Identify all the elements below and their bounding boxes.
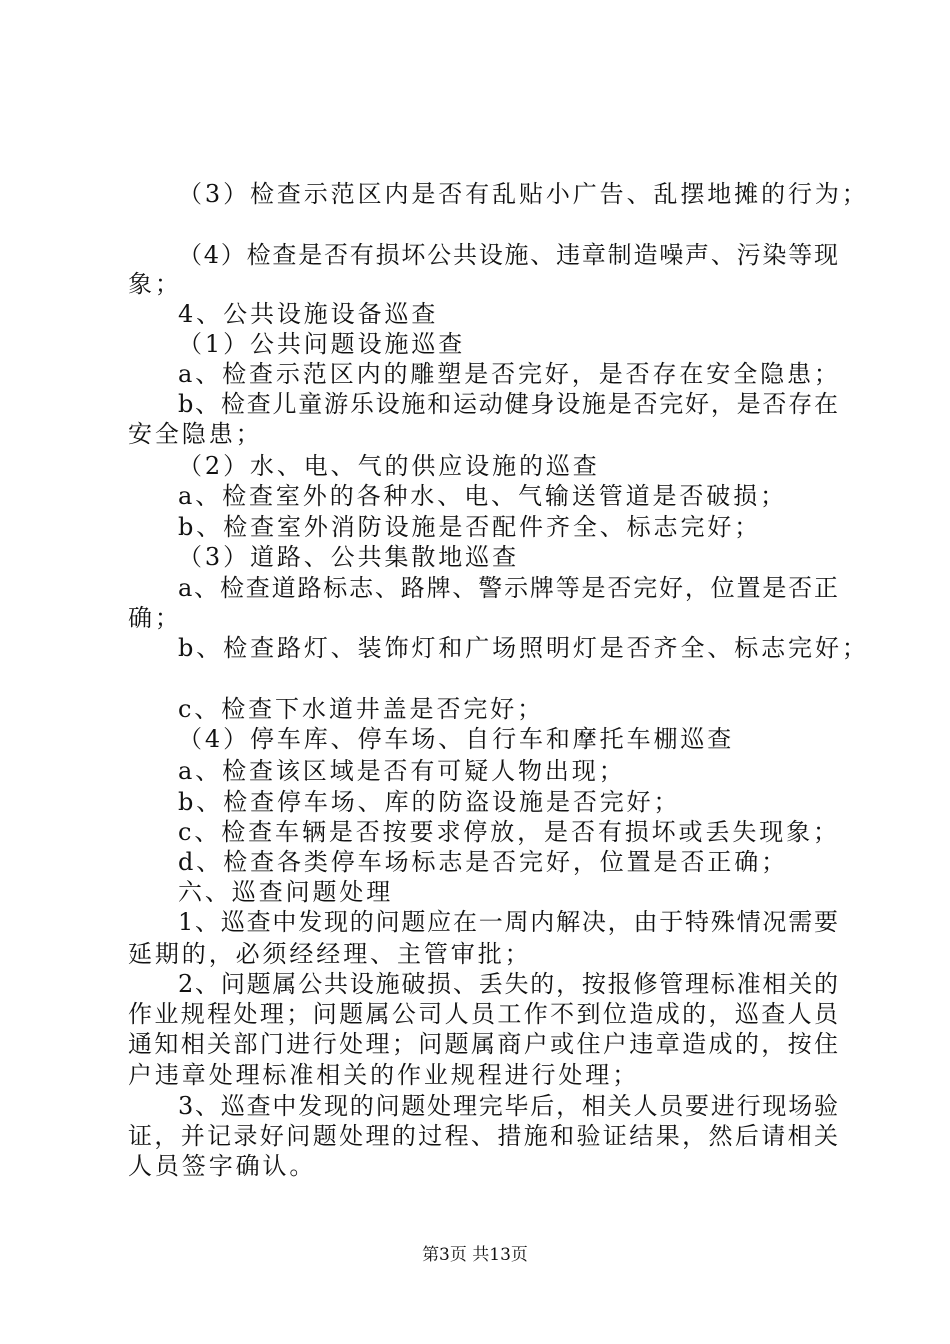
text-line: （4）检查是否有损坏公共设施、违章制造噪声、污染等现 [178,241,838,269]
text-line: 安全隐患； [128,420,263,448]
subsection-heading: （4）停车库、停车场、自行车和摩托车棚巡查 [178,725,735,753]
text-line: 3、巡查中发现的问题处理完毕后，相关人员要进行现场验 [178,1092,838,1120]
text-line: 人员签字确认。 [128,1152,317,1180]
text-line: 延期的，必须经经理、主管审批； [128,940,532,968]
text-line: 象； [128,270,182,298]
page-number-footer: 第3页 共13页 [422,1245,528,1265]
subsection-heading: （2）水、电、气的供应设施的巡查 [178,452,600,480]
text-line: d、检查各类停车场标志是否完好，位置是否正确； [178,848,789,876]
text-line: 证，并记录好问题处理的过程、措施和验证结果，然后请相关 [128,1122,838,1150]
text-line: b、检查室外消防设施是否配件齐全、标志完好； [178,513,762,541]
subsection-heading: （1）公共问题设施巡查 [178,330,466,358]
text-line: 作业规程处理；问题属公司人员工作不到位造成的，巡查人员 [128,1000,838,1028]
text-line: b、检查路灯、装饰灯和广场照明灯是否齐全、标志完好； [178,634,869,662]
text-line: b、检查儿童游乐设施和运动健身设施是否完好，是否存在 [178,390,838,418]
text-line: 通知相关部门进行处理；问题属商户或住户违章造成的，按住 [128,1030,838,1058]
text-line: 1、巡查中发现的问题应在一周内解决，由于特殊情况需要 [178,908,838,936]
text-line: a、检查室外的各种水、电、气输送管道是否破损； [178,482,788,510]
text-line: 确； [128,604,182,632]
subsection-heading: （3）道路、公共集散地巡查 [178,543,519,571]
text-line: （3）检查示范区内是否有乱贴小广告、乱摆地摊的行为； [178,180,869,208]
text-line: a、检查道路标志、路牌、警示牌等是否完好，位置是否正 [178,574,838,602]
text-line: 2、问题属公共设施破损、丢失的，按报修管理标准相关的 [178,970,838,998]
section-heading: 4、公共设施设备巡查 [178,300,439,328]
text-line: c、检查下水道井盖是否完好； [178,695,545,723]
text-line: b、检查停车场、库的防盗设施是否完好； [178,788,681,816]
text-line: 户违章处理标准相关的作业规程进行处理； [128,1061,640,1089]
section-heading: 六、巡查问题处理 [178,878,394,906]
text-line: c、检查车辆是否按要求停放，是否有损坏或丢失现象； [178,818,840,846]
text-line: a、检查示范区内的雕塑是否完好，是否存在安全隐患； [178,360,841,388]
text-line: a、检查该区域是否有可疑人物出现； [178,757,626,785]
